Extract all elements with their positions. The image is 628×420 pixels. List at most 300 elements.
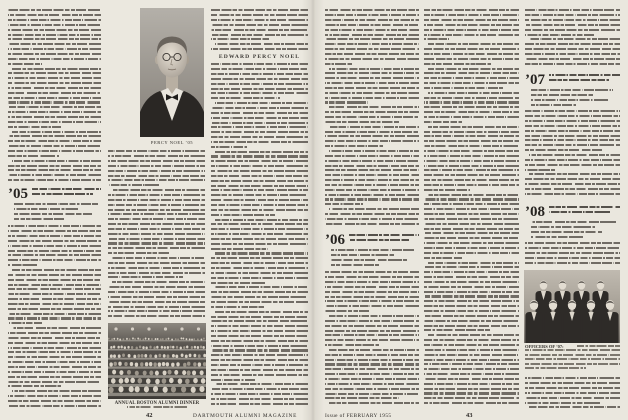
- text-line: [325, 34, 419, 36]
- text-line: [325, 281, 419, 283]
- text-line: [424, 38, 449, 40]
- text-line: [424, 329, 490, 331]
- diner-head: [198, 354, 201, 358]
- text-line: [8, 317, 101, 319]
- diner-head: [167, 346, 169, 349]
- diner-head: [176, 362, 179, 366]
- text-line: [325, 19, 419, 21]
- text-line: [108, 233, 205, 235]
- text-line: [8, 87, 101, 89]
- text-line: [211, 73, 308, 75]
- text-line: [424, 266, 519, 268]
- text-line: [211, 24, 308, 26]
- issue-date-footer: Issue of FEBRUARY 1955: [325, 412, 392, 419]
- text-line: [424, 72, 519, 74]
- diner-head: [142, 338, 144, 340]
- text-line: [8, 274, 101, 276]
- text-line: [8, 371, 101, 373]
- text-line: [424, 281, 519, 283]
- text-line: [424, 131, 519, 133]
- text-line: [525, 63, 620, 65]
- text-line: [14, 203, 98, 205]
- diner-head: [164, 346, 166, 349]
- diner-head: [187, 371, 191, 376]
- table-cloth-row: [108, 358, 206, 360]
- diner-head: [163, 354, 166, 358]
- text-line: [424, 53, 519, 55]
- text-line: [424, 213, 519, 215]
- column-3-top-text: [525, 8, 620, 70]
- diner-head: [166, 354, 169, 358]
- text-line: [525, 349, 620, 351]
- text-line: [424, 300, 519, 302]
- text-line: [424, 184, 519, 186]
- diner-head: [111, 378, 116, 384]
- text-line: [8, 395, 101, 397]
- text-line: [424, 189, 470, 191]
- diner-head: [155, 371, 159, 376]
- text-line: [325, 169, 419, 171]
- text-line: [424, 402, 519, 404]
- text-line: [325, 320, 419, 322]
- text-line: [211, 349, 308, 351]
- text-line: [331, 264, 379, 266]
- text-line: [211, 325, 308, 327]
- diner-head: [193, 362, 196, 366]
- diner-head: [145, 362, 148, 366]
- text-line: [14, 218, 64, 220]
- diner-head: [155, 338, 157, 340]
- text-line: [424, 63, 491, 65]
- text-line: [424, 363, 519, 365]
- diner-head: [153, 362, 156, 366]
- text-line: [424, 388, 519, 390]
- text-line: [108, 272, 205, 274]
- text-line: [211, 388, 308, 390]
- diner-head: [124, 346, 126, 349]
- text-line: [325, 223, 419, 225]
- table-cloth-row: [108, 393, 206, 396]
- text-line: [108, 179, 205, 181]
- diner-head: [141, 354, 144, 358]
- text-line: [8, 385, 61, 387]
- text-line: [424, 223, 519, 225]
- text-line: [424, 232, 519, 234]
- diner-head: [145, 346, 147, 349]
- diner-head: [171, 386, 176, 392]
- text-line: [211, 194, 308, 196]
- text-line: [211, 257, 308, 259]
- diner-head: [181, 386, 186, 392]
- text-line: [325, 359, 419, 361]
- diner-head: [183, 346, 185, 349]
- diner-head: [139, 345, 141, 348]
- text-line: [8, 308, 101, 310]
- text-line: [8, 264, 37, 266]
- text-line: [211, 238, 308, 240]
- text-line: [8, 337, 101, 339]
- text-line: [211, 155, 308, 157]
- text-line: [325, 325, 419, 327]
- diner-head: [158, 354, 161, 358]
- diner-head: [149, 362, 152, 366]
- text-line: [8, 284, 101, 286]
- diner-head: [163, 387, 168, 393]
- text-line: [8, 53, 101, 55]
- class-notes-column-2-text: [108, 149, 205, 320]
- text-line: [329, 106, 419, 108]
- text-line: [424, 87, 503, 89]
- diner-head: [191, 387, 196, 393]
- diner-head: [117, 338, 119, 340]
- text-line: [8, 106, 101, 108]
- text-line: [211, 165, 308, 167]
- text-line: [424, 150, 519, 152]
- text-line: [8, 259, 101, 261]
- text-line: [211, 19, 308, 21]
- text-line: [108, 252, 169, 254]
- text-line: [8, 293, 101, 295]
- text-line: [325, 179, 419, 181]
- diner-head: [191, 338, 193, 340]
- text-line: [424, 14, 519, 16]
- text-line: [211, 175, 308, 177]
- text-line: [211, 335, 308, 337]
- text-line: [424, 179, 519, 181]
- text-line: [424, 145, 519, 147]
- text-line: [8, 245, 101, 247]
- diner-head: [183, 337, 185, 339]
- text-line: [215, 252, 308, 254]
- diner-head: [175, 338, 177, 340]
- text-line: [8, 97, 101, 99]
- dinner-photo-caption: ANNUAL BOSTON ALUMNI DINNER: [114, 401, 200, 406]
- text-line: [529, 406, 620, 408]
- diner-head: [189, 338, 191, 340]
- text-line: [525, 159, 620, 161]
- text-line: [424, 203, 519, 205]
- text-line: [424, 315, 519, 317]
- diner-head: [197, 346, 199, 349]
- diner-head: [131, 346, 133, 349]
- text-line: [215, 219, 308, 221]
- diner-head: [126, 338, 128, 340]
- text-line: [108, 306, 205, 308]
- text-line: [211, 214, 275, 216]
- text-line: [424, 218, 519, 220]
- text-line: [8, 116, 101, 118]
- diner-head: [163, 370, 167, 375]
- diner-head: [112, 370, 116, 375]
- text-line: [211, 393, 308, 395]
- text-line: [424, 155, 519, 157]
- class-07-notes-text: [525, 109, 620, 201]
- text-line: [8, 72, 101, 74]
- text-line: [325, 58, 419, 60]
- text-line: [325, 63, 352, 65]
- text-line: [215, 102, 308, 104]
- text-line: [525, 19, 620, 21]
- text-line: [108, 286, 205, 288]
- column-1-top-text: [325, 8, 419, 230]
- class-notes-continued-text: [8, 8, 101, 184]
- text-line: [577, 345, 620, 347]
- text-line: [325, 383, 419, 385]
- diner-head: [162, 378, 167, 384]
- text-line: [211, 316, 308, 318]
- text-line: [211, 14, 308, 16]
- text-line: [108, 170, 205, 172]
- text-line: [329, 315, 419, 317]
- text-line: [325, 330, 419, 332]
- text-line: [424, 9, 519, 11]
- text-line: [424, 257, 462, 259]
- text-line: [529, 154, 620, 156]
- text-line: [424, 378, 519, 380]
- text-line: [8, 48, 101, 50]
- text-line: [32, 193, 93, 195]
- diner-head: [109, 387, 114, 393]
- chandelier: [164, 327, 167, 330]
- text-line: [8, 400, 101, 402]
- text-line: [525, 34, 595, 36]
- text-line: [525, 115, 620, 117]
- text-line: [424, 160, 519, 162]
- text-line: [325, 393, 419, 395]
- text-line: [428, 92, 519, 94]
- text-line: [525, 48, 620, 50]
- text-line: [325, 101, 368, 103]
- text-line: [8, 126, 61, 128]
- text-line: [211, 107, 308, 109]
- text-line: [331, 259, 408, 261]
- diner-head: [186, 338, 188, 340]
- text-line: [525, 262, 620, 264]
- text-line: [325, 111, 419, 113]
- diner-head: [153, 386, 158, 392]
- text-line: [325, 354, 419, 356]
- text-line: [325, 286, 419, 288]
- text-line: [525, 367, 586, 369]
- diner-head: [124, 378, 129, 384]
- text-line: [325, 378, 419, 380]
- text-line: [525, 193, 620, 195]
- diner-head: [127, 346, 129, 349]
- text-line: [211, 320, 308, 322]
- diner-head: [154, 355, 157, 359]
- text-line: [424, 295, 519, 297]
- diner-head: [111, 338, 113, 340]
- text-line: [211, 248, 268, 250]
- text-line: [108, 267, 205, 269]
- text-line: [424, 383, 519, 385]
- text-line: [8, 92, 101, 94]
- text-line: [325, 72, 419, 74]
- diner-head: [174, 370, 178, 375]
- text-line: [211, 141, 308, 143]
- class-07-numeral: ’07: [525, 72, 545, 88]
- text-line: [108, 310, 205, 312]
- text-line: [424, 174, 519, 176]
- text-line: [211, 9, 308, 11]
- text-line: [424, 165, 519, 167]
- text-line: [211, 78, 308, 80]
- text-line: [525, 377, 620, 379]
- text-line: [8, 179, 101, 181]
- class-05-notes-text: [8, 224, 101, 410]
- text-line: [329, 126, 419, 128]
- text-line: [211, 38, 269, 40]
- diner-head: [168, 338, 170, 340]
- table-cloth-row: [108, 375, 206, 378]
- text-line: [325, 218, 419, 220]
- text-line: [108, 194, 205, 196]
- text-line: [525, 29, 620, 31]
- diner-head: [144, 354, 147, 358]
- obituary-heading: EDWARD PERCY NOEL: [218, 54, 301, 60]
- text-line: [112, 281, 205, 283]
- text-line: [329, 150, 419, 152]
- text-line: [325, 131, 419, 133]
- diner-head: [201, 338, 203, 340]
- text-line: [211, 330, 308, 332]
- text-line: [525, 110, 620, 112]
- text-line: [8, 288, 101, 290]
- text-line: [211, 29, 308, 31]
- diner-head: [165, 338, 167, 340]
- text-line: [211, 340, 308, 342]
- text-line: [8, 332, 101, 334]
- text-line: [211, 92, 308, 94]
- text-line: [108, 160, 205, 162]
- diner-head: [130, 362, 133, 366]
- text-line: [424, 97, 519, 99]
- text-line: [211, 146, 247, 148]
- text-line: [108, 223, 205, 225]
- text-line: [424, 198, 519, 200]
- diner-head: [130, 378, 135, 384]
- text-line: [211, 233, 308, 235]
- text-line: [211, 97, 280, 99]
- diner-head: [200, 370, 204, 375]
- diner-head: [171, 338, 173, 340]
- diner-head: [180, 347, 182, 350]
- text-line: [211, 267, 308, 269]
- diner-head: [132, 337, 134, 339]
- text-line: [424, 271, 519, 273]
- text-line: [329, 402, 419, 404]
- text-line: [8, 313, 101, 315]
- text-line: [424, 276, 519, 278]
- text-line: [211, 277, 308, 279]
- text-line: [549, 79, 609, 81]
- text-line: [529, 173, 620, 175]
- text-line: [8, 19, 101, 21]
- text-line: [211, 354, 308, 356]
- text-line: [325, 305, 419, 307]
- diner-head: [149, 371, 153, 376]
- text-line: [329, 208, 419, 210]
- text-line: [525, 257, 620, 259]
- class-08-numeral: ’08: [525, 204, 545, 220]
- diner-head: [129, 386, 134, 392]
- diner-head: [183, 363, 186, 367]
- text-line: [8, 303, 101, 305]
- diner-head: [155, 379, 160, 385]
- text-line: [525, 242, 620, 244]
- text-line: [424, 169, 519, 171]
- text-line: [349, 234, 419, 236]
- text-line: [525, 53, 620, 55]
- text-line: [8, 121, 101, 123]
- text-line: [8, 376, 101, 378]
- text-line: [325, 271, 419, 273]
- text-line: [325, 300, 419, 302]
- column-3-top-text: [211, 8, 308, 53]
- text-line: [525, 130, 620, 132]
- text-line: [8, 279, 101, 281]
- diner-head: [145, 338, 147, 340]
- text-line: [424, 101, 519, 103]
- text-line: [525, 382, 620, 384]
- text-line: [108, 199, 205, 201]
- diner-head: [198, 362, 201, 366]
- diner-head: [157, 338, 159, 340]
- text-line: [8, 24, 101, 26]
- text-line: [325, 203, 363, 205]
- text-line: [424, 121, 462, 123]
- text-line: [8, 38, 101, 40]
- text-line: [8, 240, 101, 242]
- diner-head: [139, 338, 141, 340]
- diner-head: [138, 378, 143, 384]
- text-line: [525, 252, 620, 254]
- diner-head: [200, 346, 202, 349]
- diner-head: [142, 346, 144, 349]
- text-line: [525, 363, 620, 365]
- text-line: [325, 24, 419, 26]
- text-line: [108, 242, 205, 244]
- diner-head: [121, 346, 123, 349]
- diner-head: [135, 371, 139, 376]
- text-line: [211, 262, 308, 264]
- diner-head: [180, 337, 182, 339]
- text-line: [12, 327, 101, 329]
- text-line: [424, 339, 519, 341]
- text-line: [325, 92, 419, 94]
- text-line: [325, 38, 419, 40]
- text-line: [325, 48, 419, 50]
- chandelier: [131, 327, 134, 330]
- text-line: [525, 24, 620, 26]
- diner-head: [151, 338, 153, 340]
- diner-head: [110, 346, 112, 349]
- text-line: [424, 135, 519, 137]
- diner-head: [193, 354, 196, 358]
- text-line: [325, 363, 419, 365]
- text-line: [8, 254, 101, 256]
- text-line: [108, 165, 205, 167]
- text-line: [424, 252, 519, 254]
- text-line: [424, 19, 519, 21]
- diner-head: [109, 362, 112, 366]
- text-line: [424, 58, 519, 60]
- diner-head: [140, 362, 143, 366]
- text-line: [211, 296, 308, 298]
- text-line: [8, 381, 101, 383]
- text-line: [424, 48, 519, 50]
- text-line: [8, 29, 101, 31]
